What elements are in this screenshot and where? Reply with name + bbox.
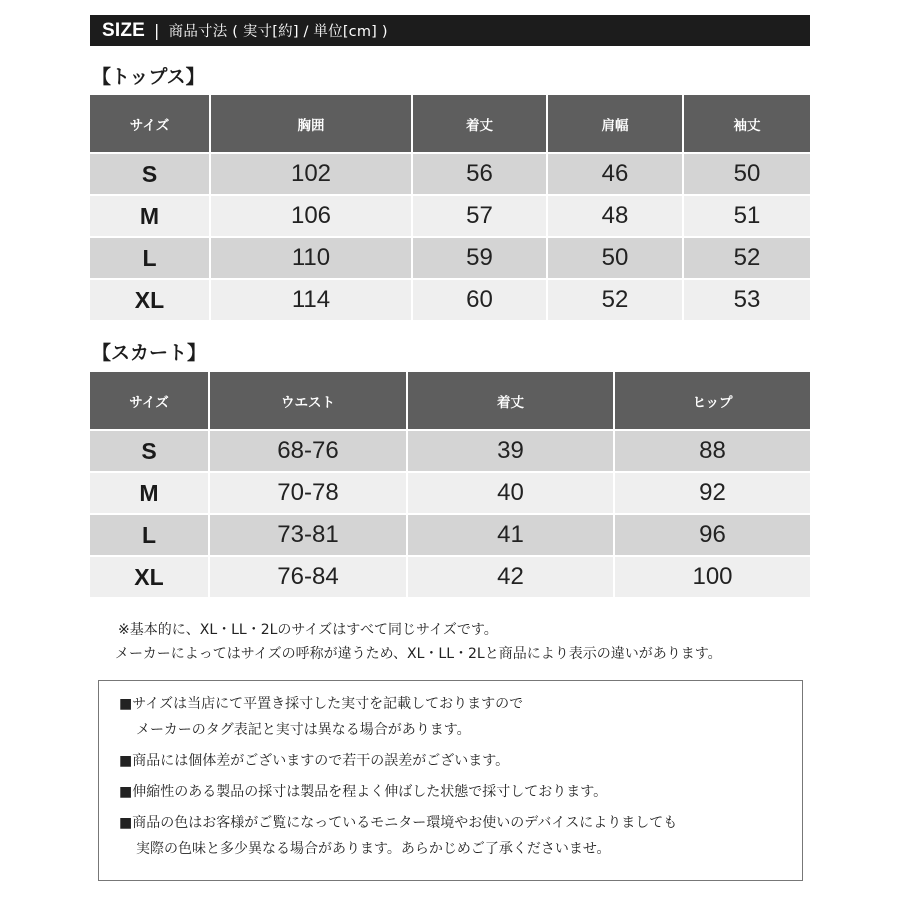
chest-cell: 114 — [211, 280, 413, 322]
notice-line: 実際の色味と多少異なる場合があります。あらかじめご了承くださいませ。 — [136, 841, 611, 857]
notice-line: メーカーのタグ表記と実寸は異なる場合があります。 — [136, 722, 471, 738]
length-cell: 41 — [408, 515, 615, 557]
notice-box — [98, 680, 803, 881]
measurement-description: 商品寸法 ( 実寸[約] / 単位[cm] ) — [168, 24, 388, 40]
column-header-sleeve: 袖丈 — [684, 95, 810, 154]
column-header-length: 着丈 — [408, 372, 615, 431]
hip-cell: 96 — [615, 515, 810, 557]
sleeve-cell: 50 — [684, 154, 810, 196]
notice-line: ■商品の色はお客様がご覧になっているモニター環境やお使いのデバイスによりましても — [119, 815, 678, 831]
size-cell: XL — [90, 280, 211, 322]
shoulder-cell: 50 — [548, 238, 684, 280]
table-row — [90, 473, 810, 515]
column-header-size: サイズ — [90, 95, 211, 154]
table-row — [90, 515, 810, 557]
notice-line: ■サイズは当店にて平置き採寸した実寸を記載しておりますので — [119, 696, 524, 712]
table-row — [90, 280, 810, 322]
notice-line: ■商品には個体差がございますので若干の誤差がございます。 — [119, 753, 510, 769]
size-cell: M — [90, 196, 211, 238]
table-row — [90, 431, 810, 473]
length-cell: 59 — [413, 238, 548, 280]
note-line: メーカーによってはサイズの呼称が違うため、XL・LL・2Lと商品により表示の違いがあります。 — [115, 646, 722, 662]
size-cell: L — [90, 238, 211, 280]
size-cell: XL — [90, 557, 210, 599]
column-header-size: サイズ — [90, 372, 210, 431]
length-cell: 39 — [408, 431, 615, 473]
shoulder-cell: 52 — [548, 280, 684, 322]
column-header-shoulder: 肩幅 — [548, 95, 684, 154]
length-cell: 60 — [413, 280, 548, 322]
chest-cell: 110 — [211, 238, 413, 280]
size-label: SIZE — [102, 19, 146, 41]
size-title-bar — [90, 15, 810, 46]
size-cell: L — [90, 515, 210, 557]
waist-cell: 68-76 — [210, 431, 408, 473]
notice-line: ■伸縮性のある製品の採寸は製品を程よく伸ばした状態で採寸しております。 — [119, 784, 608, 800]
column-header-hip: ヒップ — [615, 372, 810, 431]
tops-header-row — [90, 95, 810, 154]
length-cell: 40 — [408, 473, 615, 515]
tops-size-table — [90, 95, 810, 322]
size-cell: M — [90, 473, 210, 515]
length-cell: 42 — [408, 557, 615, 599]
hip-cell: 88 — [615, 431, 810, 473]
column-header-chest: 胸囲 — [211, 95, 413, 154]
tops-section-title: 【トップス】 — [92, 66, 205, 88]
note-line: ※基本的に、XL・LL・2Lのサイズはすべて同じサイズです。 — [118, 622, 498, 638]
waist-cell: 70-78 — [210, 473, 408, 515]
table-row — [90, 557, 810, 599]
size-cell: S — [90, 154, 211, 196]
sleeve-cell: 51 — [684, 196, 810, 238]
shoulder-cell: 48 — [548, 196, 684, 238]
hip-cell: 92 — [615, 473, 810, 515]
size-notes — [115, 618, 722, 666]
skirt-section-title: 【スカート】 — [92, 342, 207, 364]
chest-cell: 102 — [211, 154, 413, 196]
table-row — [90, 238, 810, 280]
sleeve-cell: 53 — [684, 280, 810, 322]
sleeve-cell: 52 — [684, 238, 810, 280]
skirt-header-row — [90, 372, 810, 431]
column-header-length: 着丈 — [413, 95, 548, 154]
title-separator: | — [154, 21, 160, 40]
chest-cell: 106 — [211, 196, 413, 238]
hip-cell: 100 — [615, 557, 810, 599]
waist-cell: 76-84 — [210, 557, 408, 599]
table-row — [90, 154, 810, 196]
table-row — [90, 196, 810, 238]
skirt-size-table — [90, 372, 810, 599]
length-cell: 57 — [413, 196, 548, 238]
shoulder-cell: 46 — [548, 154, 684, 196]
column-header-waist: ウエスト — [210, 372, 408, 431]
waist-cell: 73-81 — [210, 515, 408, 557]
length-cell: 56 — [413, 154, 548, 196]
size-cell: S — [90, 431, 210, 473]
